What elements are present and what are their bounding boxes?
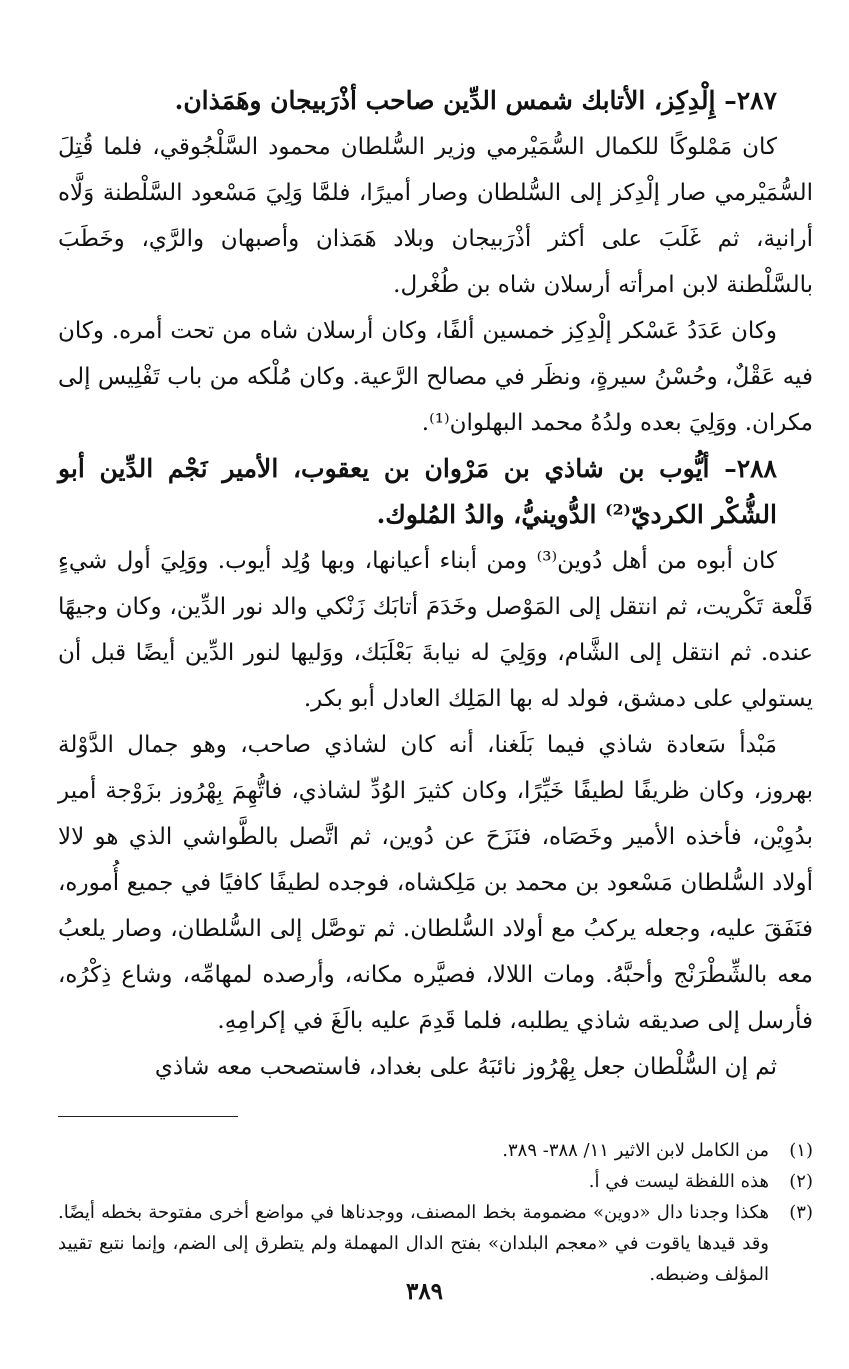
footnotes <box>58 1135 813 1290</box>
footnote-2 <box>58 1166 813 1197</box>
entry-287-paragraph-2: وكان عَدَدُ عَسْكر إلْدِكِز خمسين ألفًا، وكان أرسلان شاه من تحت أمره. وكان فيه عَقْلٌ، وحُسْنُ سيرةٍ، ونظَر في مصالح الرَّعية. وكان مُلْكه من باب تَفْلِيس إلى مكران. ووَلِيَ بعده ولدُهُ محمد البهلوان⁽¹⁾. <box>58 318 813 436</box>
footnote-1 <box>58 1135 813 1166</box>
footnote-text: من الكامل لابن الاثير ١١/ ٣٨٨- ٣٨٩. <box>502 1140 769 1161</box>
footnote-3 <box>58 1197 813 1290</box>
entry-288-paragraph-3: ثم إن السُّلْطان جعل بِهْرُوز نائبَهُ على بغداد، فاستصحب معه شاذي <box>154 1054 777 1080</box>
footnote-number: (١) <box>789 1140 813 1161</box>
entry-288-heading: ٢٨٨– أيُّوب بن شاذي بن مَرْوان بن يعقوب، الأمير نَجْم الدِّين أبو الشُّكْر الكرديّ⁽²⁾ الدُّوينيُّ، والدُ المُلوك. <box>58 454 777 529</box>
entry-287-heading: ٢٨٧– إِلْدِكِز، الأتابك شمس الدِّين صاحب أذْرَبيجان وهَمَذان. <box>174 86 777 115</box>
page-number: ٣٨٩ <box>405 1278 444 1305</box>
footnote-number: (٣) <box>789 1202 813 1223</box>
footnote-number: (٢) <box>789 1171 813 1192</box>
entry-287-paragraph-1: كان مَمْلوكًا للكمال السُّمَيْرمي وزير السُّلطان محمود السَّلْجُوقي، فلما قُتِلَ السُّمَيْرمي صار إلْدِكز إلى السُّلطان وصار أميرًا، فلمَّا وَلِيَ مَسْعود السَّلْطنة وَلَّاه أرانية، ثم غَلَبَ على أكثر أذْرَبيجان وبلاد هَمَذان وأصبهان والرَّي، وخَطَبَ بالسَّلْطنة لابن امرأته أرسلان شاه بن طُغْرل. <box>58 134 813 298</box>
footnote-text: هذه اللفظة ليست في أ. <box>588 1171 769 1192</box>
entry-288-paragraph-1: كان أبوه من أهل دُوين⁽³⁾ ومن أبناء أعيانها، وبها وُلِد أيوب. ووَلِيَ أول شيءٍ قَلْعة تَكْريت، ثم انتقل إلى المَوْصل وخَدَمَ أتابَك زَنْكي والد نور الدِّين، وكان وجيهًا عنده. ثم انتقل إلى الشَّام، ووَلِيَ له نيابةَ بَعْلَبَك، ووَليها لنور الدِّين أيضًا قبل أن يستولي على دمشق، فولد له بها المَلِك العادل أبو بكر. <box>58 548 813 712</box>
footnote-text: هكذا وجدنا دال «دوين» مضمومة بخط المصنف، ووجدناها في مواضع أخرى مفتوحة بخطه أيضًا. وقد قيدها ياقوت في «معجم البلدان» بفتح الدال المهملة ولم يتطرق إلى الضم، وإنما نتبع تقييد المؤلف وضبطه. <box>58 1202 769 1285</box>
entry-288-paragraph-2: مَبْدأ سَعادة شاذي فيما بَلَغنا، أنه كان لشاذي صاحب، وهو جمال الدَّوْلة بهروز، وكان ظريفًا لطيفًا خَيِّرًا، وكان كثيرَ الوُدِّ لشاذي، فاتُّهِمَ بِهْرُوز بزَوْجة أمير بدُوِيْن، فأخذه الأمير وخَصَاه، فنَزَحَ عن دُوين، ثم اتَّصل بالطَّواشي الذي هو لالا أولاد السُّلطان مَسْعود بن محمد بن مَلِكشاه، فوجده لطيفًا كافيًا في جميع أُموره، فنَفَقَ عليه، وجعله يركبُ مع أولاد السُّلطان. ثم توصَّل إلى السُّلطان، وصار يلعبُ معه بالشِّطْرَنْج وأحبَّهُ. ومات اللالا، فصيَّره مكانه، وأرصده لمهامِّه، وشاع ذِكْرُه، فأرسل إلى صديقه شاذي يطلبه، فلما قَدِمَ عليه بالَغَ في إكرامِهِ. <box>58 732 813 1034</box>
footnote-divider-wrap <box>58 1116 813 1117</box>
footnote-divider <box>58 1116 238 1117</box>
